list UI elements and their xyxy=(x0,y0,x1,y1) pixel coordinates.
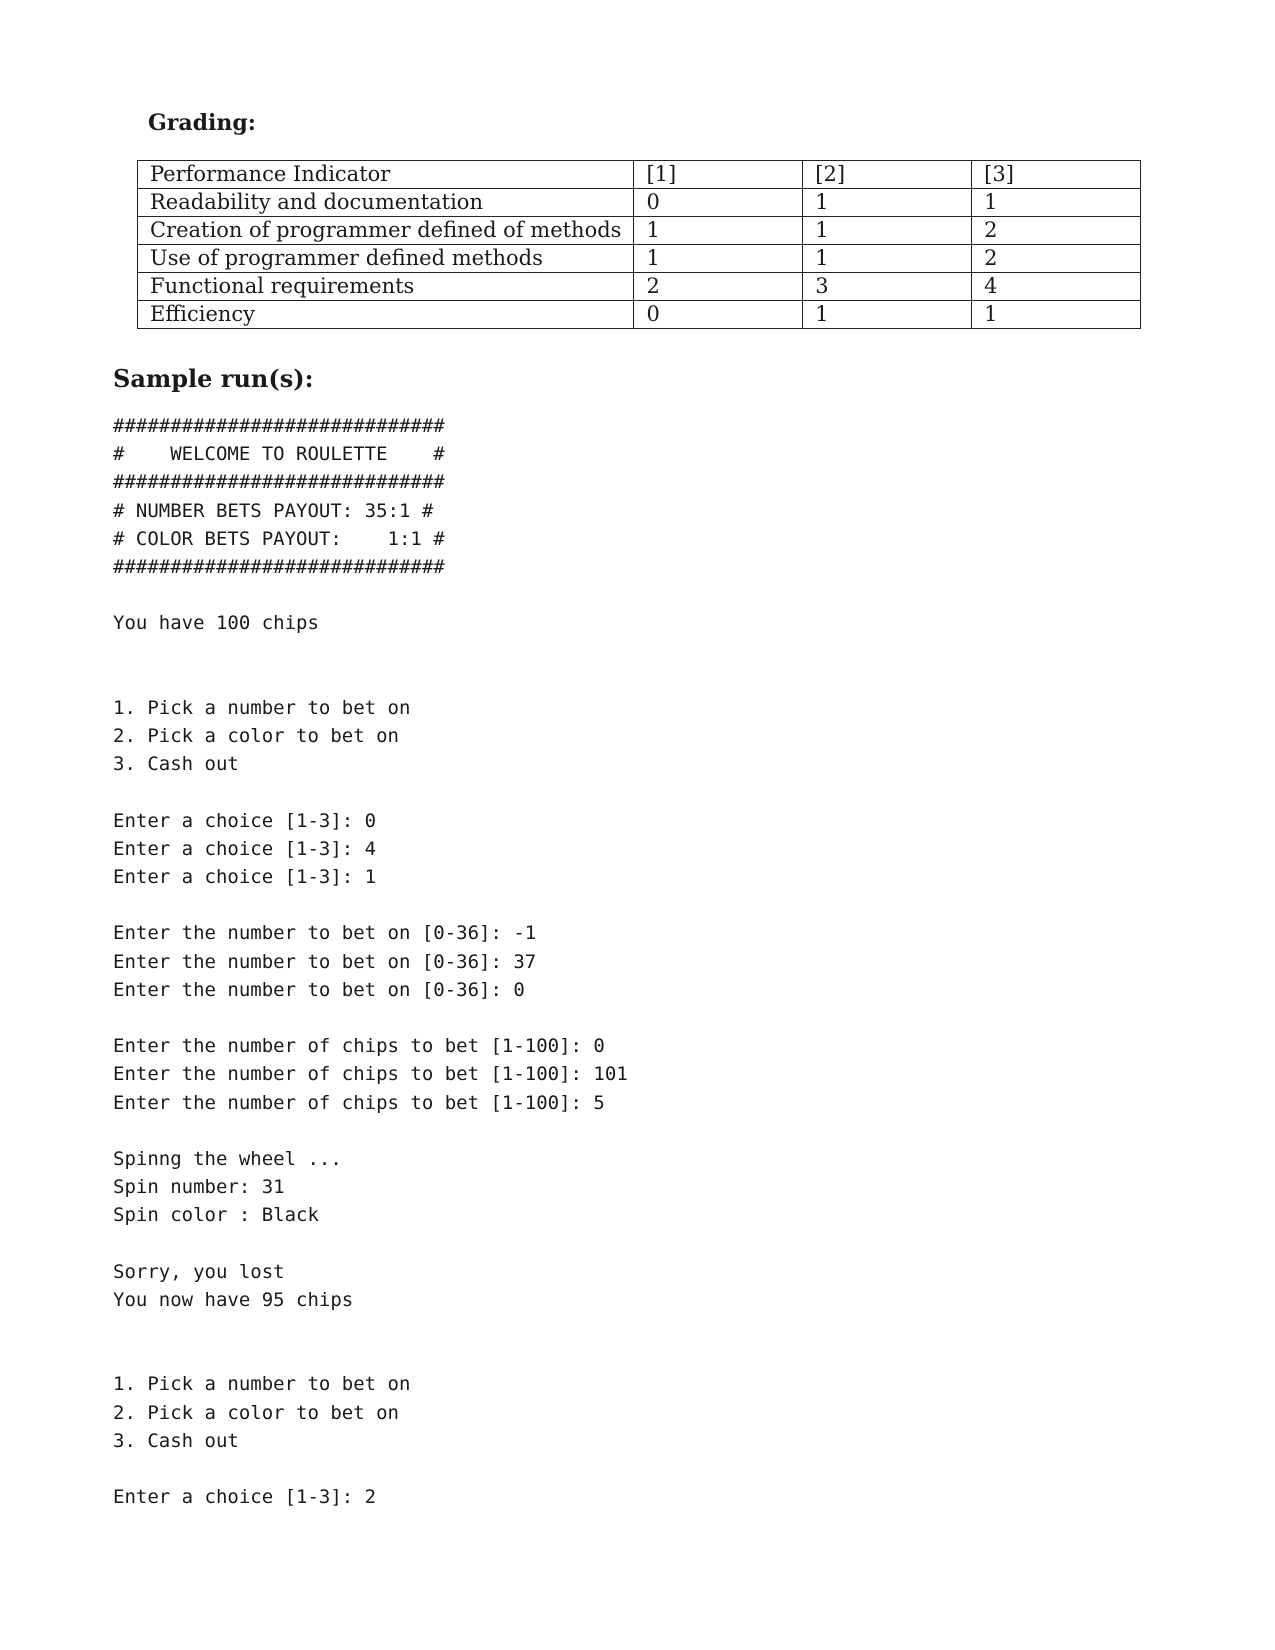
console-line: Spin number: 31 xyxy=(113,1176,285,1199)
score-cell: 2 xyxy=(972,217,1141,245)
grading-table xyxy=(137,160,1141,329)
console-line xyxy=(113,1342,628,1370)
table-row xyxy=(138,273,1141,301)
console-line: 3. Cash out xyxy=(113,1429,239,1452)
console-line: Enter the number of chips to bet [1-100]: 0 xyxy=(113,1035,605,1058)
score-cell: 0 xyxy=(634,189,803,217)
score-cell: 1 xyxy=(803,301,972,329)
sample-run-heading: Sample run(s): xyxy=(113,364,314,393)
indicator-cell: Use of programmer defined methods xyxy=(138,245,634,273)
console-line: # COLOR BETS PAYOUT: 1:1 # xyxy=(113,527,445,550)
console-line: Enter the number of chips to bet [1-100]: 5 xyxy=(113,1091,605,1114)
console-line: Enter the number to bet on [0-36]: -1 xyxy=(113,922,537,945)
console-line: 1. Pick a number to bet on xyxy=(113,1373,411,1396)
console-line: # NUMBER BETS PAYOUT: 35:1 # xyxy=(113,499,434,522)
console-line xyxy=(113,778,628,806)
console-line: Enter a choice [1-3]: 4 xyxy=(113,837,377,860)
console-line: Spinng the wheel ... xyxy=(113,1147,342,1170)
console-line xyxy=(113,1117,628,1145)
score-cell: 1 xyxy=(972,189,1141,217)
table-row xyxy=(138,189,1141,217)
console-line: Enter a choice [1-3]: 0 xyxy=(113,809,377,832)
console-line: ############################# xyxy=(113,415,445,437)
console-line xyxy=(113,1455,628,1483)
score-cell: 2 xyxy=(972,245,1141,273)
score-cell: 1 xyxy=(634,217,803,245)
console-line: Enter the number to bet on [0-36]: 37 xyxy=(113,950,537,973)
console-line: Enter a choice [1-3]: 1 xyxy=(113,866,377,888)
indicator-cell: Efficiency xyxy=(138,301,634,329)
header-cell: Performance Indicator xyxy=(138,161,634,189)
console-line: ############################# xyxy=(113,555,445,578)
score-cell: 2 xyxy=(634,273,803,301)
console-line: 3. Cash out xyxy=(113,753,239,776)
header-cell: [1] xyxy=(634,161,803,189)
score-cell: 1 xyxy=(803,189,972,217)
score-cell: 1 xyxy=(803,217,972,245)
score-cell: 1 xyxy=(634,245,803,273)
console-line: ############################# xyxy=(113,471,445,494)
indicator-cell: Functional requirements xyxy=(138,273,634,301)
score-cell: 1 xyxy=(803,245,972,273)
console-line: Sorry, you lost xyxy=(113,1260,285,1283)
score-cell: 0 xyxy=(634,301,803,329)
score-cell: 3 xyxy=(803,273,972,301)
indicator-cell: Creation of programmer defined of methods xyxy=(138,217,634,245)
header-cell: [2] xyxy=(803,161,972,189)
sample-run-output xyxy=(113,412,628,1511)
console-line: 2. Pick a color to bet on xyxy=(113,725,399,748)
console-line: # WELCOME TO ROULETTE # xyxy=(113,443,445,466)
console-line xyxy=(113,666,628,694)
console-line: 1. Pick a number to bet on xyxy=(113,696,411,719)
console-line xyxy=(113,1004,628,1032)
console-line: You now have 95 chips xyxy=(113,1288,354,1311)
score-cell: 1 xyxy=(972,301,1141,329)
console-line: Spin color : Black xyxy=(113,1204,319,1227)
console-line: Enter the number of chips to bet [1-100]: 101 xyxy=(113,1063,628,1086)
table-header-row xyxy=(138,161,1141,189)
table-row xyxy=(138,301,1141,329)
console-line: Enter the number to bet on [0-36]: 0 xyxy=(113,978,525,1001)
console-line: Enter a choice [1-3]: 2 xyxy=(113,1486,377,1509)
console-line xyxy=(113,638,628,666)
console-line: You have 100 chips xyxy=(113,612,319,635)
table-row xyxy=(138,245,1141,273)
score-cell: 4 xyxy=(972,273,1141,301)
grading-heading: Grading: xyxy=(148,110,256,136)
console-line xyxy=(113,891,628,919)
console-line xyxy=(113,1229,628,1257)
indicator-cell: Readability and documentation xyxy=(138,189,634,217)
console-line: 2. Pick a color to bet on xyxy=(113,1401,399,1424)
header-cell: [3] xyxy=(972,161,1141,189)
console-line xyxy=(113,581,628,609)
console-line xyxy=(113,1314,628,1342)
table-row xyxy=(138,217,1141,245)
